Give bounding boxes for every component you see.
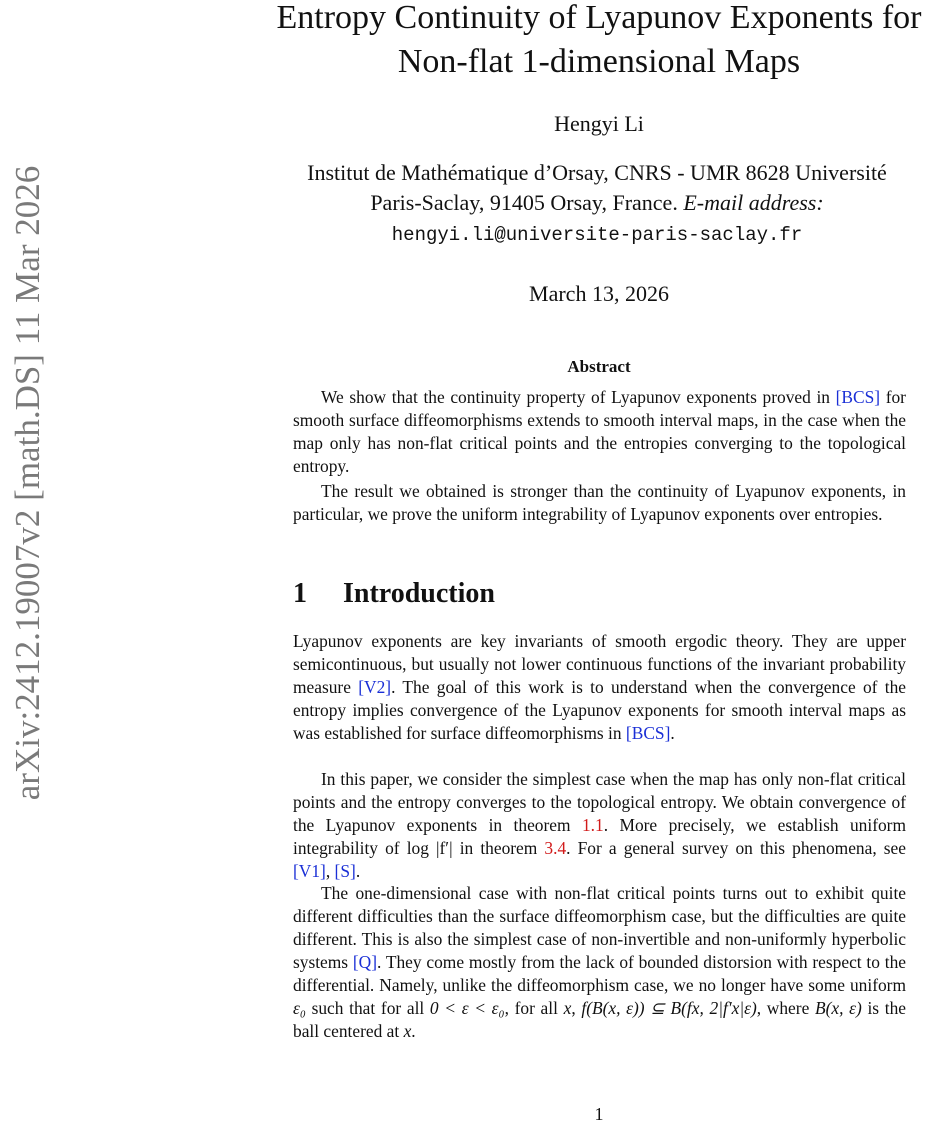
intro-p2-text-e: . bbox=[355, 861, 361, 881]
intro-p1-text-c: . bbox=[670, 723, 675, 743]
intro-p3-text-a: The one-dimensional case with non-flat critical points turns out to exhibit quite different difficulties than the surface diffeomorphism case, but the difficulties are quite different. This is also the simplest case of non-invertible and non-uniformly hyperbolic systems bbox=[293, 883, 906, 972]
citation-v1-link[interactable]: [V1] bbox=[293, 861, 326, 881]
theorem-ref-3-4-link[interactable]: 3.4 bbox=[544, 838, 567, 858]
intro-paragraph-1 bbox=[293, 630, 906, 745]
citation-v2-link[interactable]: [V2] bbox=[358, 677, 392, 697]
section-heading-introduction bbox=[293, 578, 495, 610]
section-title: Introduction bbox=[343, 578, 495, 609]
intro-p2-text-c: . For a general survey on this phenomena, see bbox=[566, 838, 906, 858]
paper-title bbox=[250, 0, 948, 84]
abstract-paragraph-1 bbox=[293, 386, 906, 478]
page-number: 1 bbox=[594, 1104, 604, 1124]
abstract-p1-text-a: We show that the continuity property of Lyapunov exponents proved in bbox=[321, 387, 836, 407]
abstract-p1-text-b: for smooth surface diffeomorphisms extends to smooth interval maps, in the case when the map only has non-flat critical points and the entropies converging to the topological entropy. bbox=[293, 387, 906, 476]
intro-p3-text-e: , bbox=[571, 998, 582, 1018]
math-ball-inclusion: f(B(x, ε)) ⊆ B(fx, 2|f′x|ε) bbox=[581, 998, 757, 1018]
affiliation bbox=[246, 158, 948, 250]
paper-date: March 13, 2026 bbox=[529, 281, 669, 306]
author-name: Hengyi Li bbox=[554, 111, 644, 136]
math-epsilon-range: 0 < ε < ε₀ bbox=[429, 998, 505, 1018]
abstract-heading: Abstract bbox=[567, 357, 631, 376]
intro-p1-text-b: . The goal of this work is to understand when the convergence of the entropy implies convergence of the Lyapunov exponents for smooth interval maps as was established for surface diffeomorphisms in bbox=[293, 677, 906, 743]
intro-p3-text-f: , where bbox=[756, 998, 815, 1018]
math-ball: B(x, ε) bbox=[814, 998, 862, 1018]
citation-bcs-link[interactable]: [BCS] bbox=[835, 387, 881, 407]
intro-p3-text-h: . bbox=[411, 1021, 416, 1041]
affiliation-line-1: Institut de Mathématique d’Orsay, CNRS - UMR 8628 Université bbox=[307, 160, 887, 185]
math-x-center: x bbox=[403, 1021, 412, 1041]
abstract-paragraph-2: The result we obtained is stronger than the continuity of Lyapunov exponents, in particular, we prove the uniform integrability of Lyapunov exponents over entropies. bbox=[293, 481, 906, 524]
title-line-1: Entropy Continuity of Lyapunov Exponents for bbox=[276, 0, 922, 36]
email-label: E-mail address: bbox=[683, 190, 824, 215]
citation-q-link[interactable]: [Q] bbox=[352, 952, 378, 972]
email-address[interactable]: hengyi.li@universite-paris-saclay.fr bbox=[391, 224, 803, 246]
section-number: 1 bbox=[293, 578, 307, 609]
math-epsilon-zero: ε₀ bbox=[293, 998, 306, 1018]
intro-p2-text-b: . More precisely, we establish uniform integrability of log |f′| in theorem bbox=[293, 815, 906, 858]
math-x: x bbox=[563, 998, 572, 1018]
citation-bcs-link[interactable]: [BCS] bbox=[625, 723, 671, 743]
affiliation-line-2: Paris-Saclay, 91405 Orsay, France. bbox=[370, 190, 678, 215]
intro-paragraph-2 bbox=[293, 768, 906, 883]
intro-p3-text-b: . They come mostly from the lack of bounded distorsion with respect to the differential. Namely, unlike the diffeomorphism case, we no longer have some uniform bbox=[293, 952, 906, 995]
intro-p3-text-c: such that for all bbox=[305, 998, 430, 1018]
citation-s-link[interactable]: [S] bbox=[334, 861, 356, 881]
intro-p3-text-d: , for all bbox=[504, 998, 564, 1018]
intro-p3-text-g: is the ball centered at bbox=[293, 998, 906, 1041]
intro-p1-text-a: Lyapunov exponents are key invariants of smooth ergodic theory. They are upper semicontinuous, but usually not lower continuous functions of the invariant probability measure bbox=[293, 631, 906, 697]
arxiv-sidebar-stamp: arXiv:2412.19007v2 [math.DS] 11 Mar 2026 bbox=[8, 165, 47, 801]
intro-p2-text-d: , bbox=[325, 861, 335, 881]
intro-p2-text-a: In this paper, we consider the simplest case when the map has only non-flat critical points and the entropy converges to the topological entropy. We obtain convergence of the Lyapunov exponents in theorem bbox=[293, 769, 906, 835]
intro-paragraph-3 bbox=[293, 882, 906, 1043]
title-line-2: Non-flat 1-dimensional Maps bbox=[397, 43, 801, 80]
theorem-ref-1-1-link[interactable]: 1.1 bbox=[581, 815, 604, 835]
